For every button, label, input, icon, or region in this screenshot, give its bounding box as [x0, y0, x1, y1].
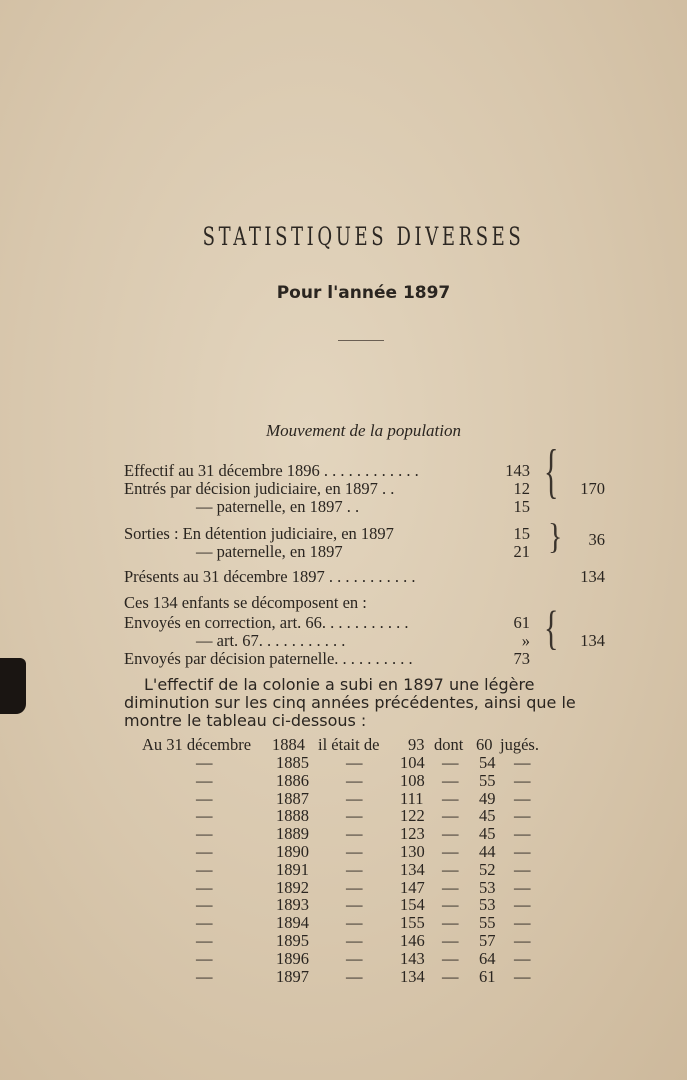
row-dash-3: — [442, 824, 459, 844]
row-dash-4: — [514, 753, 531, 772]
paragraph: L'effectif de la colonie a subi en 1897 une légère diminution sur les cinq années précédentes, ainsi que le montre le tableau ci-dessous : [124, 675, 576, 730]
row-dash-3: — [442, 948, 459, 968]
art67-label: — art. 67. . . . . . . . . . . [196, 631, 346, 650]
brace-sorties: } [548, 516, 563, 557]
row-dash-3: — [442, 966, 459, 986]
row-count: 134 [400, 966, 425, 986]
row-year: 1895 [276, 931, 309, 950]
presents-label: Présents au 31 décembre 1897 . . . . . . . . . . . [124, 567, 416, 586]
row-dash-4: — [514, 842, 531, 861]
page-edge-stain [0, 658, 26, 714]
entres-judiciaire-label: Entrés par décision judiciaire, en 1897 . . [124, 479, 395, 498]
row-count: 134 [400, 859, 425, 879]
row-dash-2: — [346, 824, 363, 844]
table-first-prefix: Au 31 décembre [142, 735, 252, 754]
correction66-label: Envoyés en correction, art. 66. . . . . . . . . . . [124, 613, 409, 632]
row-dash-2: — [346, 753, 363, 772]
row-dash-1: — [196, 931, 213, 950]
row-dash-2: — [346, 913, 363, 933]
paternelle-label: Envoyés par décision paternelle. . . . . . . . . . [124, 649, 413, 668]
row-year: 1896 [276, 948, 309, 968]
row-dash-4: — [514, 948, 531, 968]
row-dash-4: — [514, 931, 531, 950]
row-dash-4: — [514, 966, 531, 986]
row-dash-1: — [196, 770, 213, 790]
art67-value: » [521, 631, 530, 650]
row-juges: 55 [479, 770, 496, 790]
row-dash-4: — [514, 788, 531, 808]
entres-judiciaire-value: 12 [513, 479, 530, 498]
row-count: 122 [400, 806, 425, 826]
row-dash-1: — [196, 806, 213, 826]
row-dash-2: — [346, 770, 363, 790]
row-dash-2: — [346, 931, 363, 950]
row-count: 154 [400, 895, 425, 915]
row-count: 123 [400, 824, 425, 844]
row-dash-1: — [196, 842, 213, 861]
table-first-year: 1884 [272, 735, 305, 754]
divider [338, 340, 384, 341]
section-title: Mouvement de la population [266, 421, 461, 440]
row-dash-4: — [514, 895, 531, 915]
row-count: 143 [400, 948, 425, 968]
row-dash-3: — [442, 770, 459, 790]
row-dash-4: — [514, 770, 531, 790]
table-first-juges: 60 [476, 735, 493, 754]
row-count: 108 [400, 770, 425, 790]
row-dash-3: — [442, 913, 459, 933]
total-decompose: 134 [580, 631, 605, 650]
row-juges: 53 [479, 895, 496, 915]
row-dash-1: — [196, 913, 213, 933]
row-dash-4: — [514, 806, 531, 826]
sorties-judiciaire-label: Sorties : En détention judiciaire, en 1897 [124, 524, 394, 543]
row-dash-3: — [442, 877, 459, 897]
row-year: 1887 [276, 788, 309, 808]
row-juges: 64 [479, 948, 496, 968]
row-dash-3: — [442, 788, 459, 808]
row-dash-1: — [196, 966, 213, 986]
row-dash-3: — [442, 842, 459, 861]
row-dash-2: — [346, 806, 363, 826]
page-title: STATISTIQUES DIVERSES [202, 222, 525, 251]
row-dash-2: — [346, 859, 363, 879]
sorties-paternelle-value: 21 [513, 542, 530, 561]
row-dash-4: — [514, 913, 531, 933]
row-dash-3: — [442, 859, 459, 879]
row-juges: 55 [479, 913, 496, 933]
row-dash-1: — [196, 895, 213, 915]
row-dash-1: — [196, 753, 213, 772]
row-dash-2: — [346, 966, 363, 986]
row-count: 155 [400, 913, 425, 933]
row-year: 1891 [276, 859, 309, 879]
row-dash-2: — [346, 842, 363, 861]
row-dash-4: — [514, 859, 531, 879]
decompose-label: Ces 134 enfants se décomposent en : [124, 593, 367, 612]
row-dash-2: — [346, 948, 363, 968]
row-count: 146 [400, 931, 425, 950]
row-dash-4: — [514, 877, 531, 897]
row-juges: 45 [479, 806, 496, 826]
sorties-paternelle-label: — paternelle, en 1897 [196, 542, 343, 561]
row-dash-1: — [196, 788, 213, 808]
brace-decompose: { [544, 601, 559, 655]
row-year: 1890 [276, 842, 309, 861]
effectif-value: 143 [505, 461, 530, 480]
row-dash-1: — [196, 824, 213, 844]
row-year: 1894 [276, 913, 309, 933]
row-count: 111 [400, 788, 424, 808]
correction66-value: 61 [513, 613, 530, 632]
total-sorties: 36 [588, 530, 605, 549]
row-count: 104 [400, 753, 425, 772]
row-dash-2: — [346, 877, 363, 897]
row-juges: 53 [479, 877, 496, 897]
row-juges: 49 [479, 788, 496, 808]
row-year: 1889 [276, 824, 309, 844]
page-subtitle: Pour l'année 1897 [276, 283, 451, 303]
row-count: 130 [400, 842, 425, 861]
table-first-suffix: jugés. [500, 735, 539, 754]
row-count: 147 [400, 877, 425, 897]
row-year: 1893 [276, 895, 309, 915]
row-dash-4: — [514, 824, 531, 844]
row-dash-1: — [196, 859, 213, 879]
brace-entrees: { [544, 439, 559, 505]
row-year: 1897 [276, 966, 309, 986]
row-dash-3: — [442, 895, 459, 915]
row-year: 1892 [276, 877, 309, 897]
row-juges: 45 [479, 824, 496, 844]
row-dash-3: — [442, 931, 459, 950]
entres-paternelle-label: — paternelle, en 1897 . . [196, 497, 360, 516]
paternelle-value: 73 [513, 649, 530, 668]
row-dash-3: — [442, 806, 459, 826]
presents-value: 134 [580, 567, 605, 586]
row-dash-1: — [196, 948, 213, 968]
row-juges: 61 [479, 966, 496, 986]
row-juges: 52 [479, 859, 496, 879]
row-juges: 44 [479, 842, 496, 861]
row-year: 1888 [276, 806, 309, 826]
row-dash-2: — [346, 788, 363, 808]
table-first-mid: il était de [318, 735, 380, 754]
row-juges: 54 [479, 753, 496, 772]
sorties-judiciaire-value: 15 [513, 524, 530, 543]
row-juges: 57 [479, 931, 496, 950]
row-dash-2: — [346, 895, 363, 915]
table-first-count: 93 [408, 735, 425, 754]
row-dash-3: — [442, 753, 459, 772]
table-first-dont: dont [434, 735, 464, 754]
effectif-label: Effectif au 31 décembre 1896 . . . . . . . . . . . . [124, 461, 419, 480]
row-year: 1885 [276, 753, 309, 772]
row-year: 1886 [276, 770, 309, 790]
total-entrees: 170 [580, 479, 605, 498]
entres-paternelle-value: 15 [513, 497, 530, 516]
row-dash-1: — [196, 877, 213, 897]
